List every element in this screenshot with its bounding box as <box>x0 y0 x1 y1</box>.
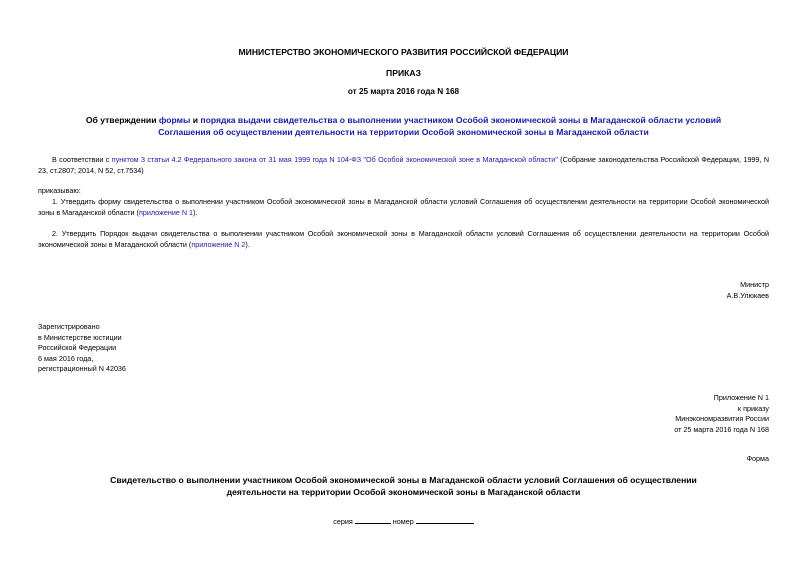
order-item-1-text: 1. Утвердить форму свидетельства о выполнении участником Особой экономической зоны в Магаданской области условий Соглашения об осуществлении деятельности на территории Особой экономической зоны в Магаданской области ( <box>38 197 769 217</box>
order-item-1-end: ). <box>193 207 198 217</box>
preamble-law-link[interactable]: пунктом 3 статьи 4.2 Федерального закона от 31 мая 1999 года N 104-ФЗ "Об Особой экономической зоне в Магаданской области" <box>111 155 558 164</box>
document-title <box>60 115 747 138</box>
signature-position: Министр <box>740 280 769 289</box>
registration-block <box>38 322 126 375</box>
signature-block <box>727 280 769 301</box>
ministry-heading: МИНИСТЕРСТВО ЭКОНОМИЧЕСКОГО РАЗВИТИЯ РОССИЙСКОЙ ФЕДЕРАЦИИ <box>238 47 569 57</box>
signature-name: А.В.Улюкаев <box>726 290 769 300</box>
form-label: Форма <box>746 454 769 463</box>
registration-line: 6 мая 2016 года, <box>38 353 94 363</box>
order-item-2-end: ). <box>245 239 250 249</box>
doc-type-heading: ПРИКАЗ <box>386 68 421 78</box>
order-item-2 <box>38 229 769 250</box>
appendix-2-link[interactable]: приложение N 2 <box>191 239 246 249</box>
series-blank <box>355 515 391 524</box>
appendix-line: от 25 марта 2016 года N 168 <box>674 424 769 434</box>
preamble-paragraph <box>38 155 769 176</box>
preamble-tail: (Собрание законодательства Российской Федерации, 1999, N 23, ст.2807; 2014, N 52, ст.7534) <box>38 155 770 175</box>
appendix-line: к приказу <box>737 403 769 413</box>
certificate-title: Свидетельство о выполнении участником Особой экономической зоны в Магаданской области условий Соглашения об осуществлении деятельности на территории Особой экономической зоны в Магаданской области <box>110 475 697 497</box>
appendix-block <box>674 393 769 435</box>
doc-date-heading: от 25 марта 2016 года N 168 <box>347 87 460 96</box>
registration-line: Российской Федерации <box>38 343 117 352</box>
order-word: приказываю: <box>38 186 81 195</box>
number-blank <box>416 515 474 524</box>
appendix-line: Приложение N 1 <box>713 393 769 402</box>
registration-line: Зарегистрировано <box>38 322 100 331</box>
title-mid: и <box>190 115 201 125</box>
series-number-line <box>0 515 807 526</box>
preamble-lead: В соответствии с <box>52 155 112 164</box>
registration-line: в Министерстве юстиции <box>38 332 122 342</box>
title-link-form[interactable]: формы <box>158 115 191 125</box>
appendix-1-link[interactable]: приложение N 1 <box>138 207 194 217</box>
appendix-line: Минэкономразвития России <box>675 414 769 423</box>
series-label: серия <box>333 517 353 526</box>
order-item-1 <box>38 197 769 218</box>
title-prefix: Об утверждении <box>85 115 159 125</box>
title-link-procedure[interactable]: порядка выдачи свидетельства о выполнении участником Особой экономической зоны в Магаданской области условий Соглашения об осуществлении деятельности на территории Особой экономической зоны в Магаданской области <box>158 115 722 137</box>
registration-line: регистрационный N 42036 <box>38 364 126 373</box>
number-label: номер <box>392 517 414 526</box>
order-item-2-text: 2. Утвердить Порядок выдачи свидетельства о выполнении участником Особой экономической зоны в Магаданской области условий Соглашения об осуществлении деятельности на территории Особой экономической зоны в Магаданской области ( <box>38 229 769 249</box>
